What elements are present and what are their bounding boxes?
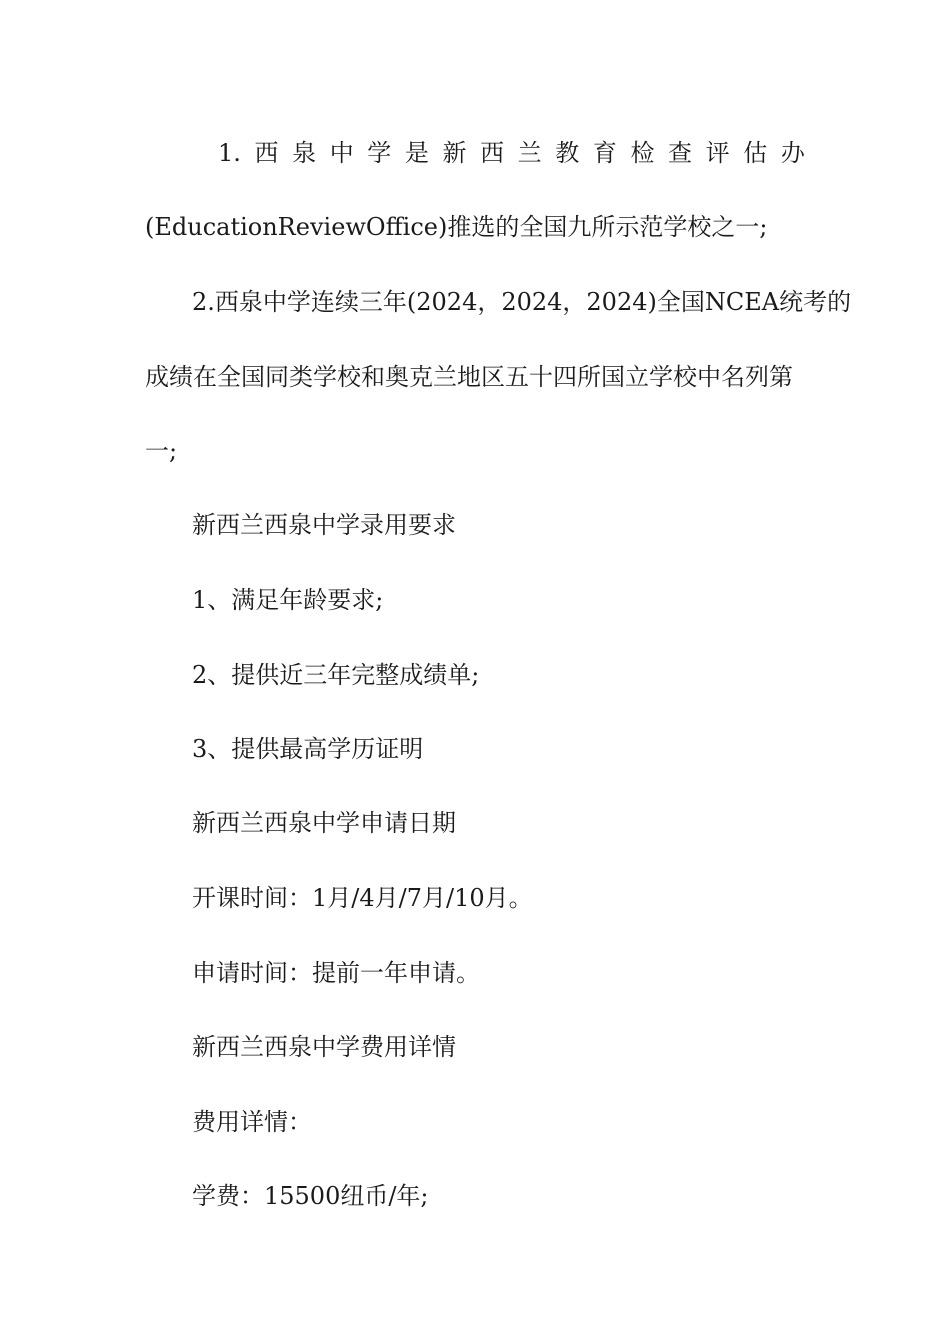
text-char: 检 (630, 139, 655, 167)
paragraph-2-line-1: 2.西泉中学连续三年(2024，2024，2024)全国NCEA统考的 (192, 288, 852, 316)
text-char: 办 (780, 139, 805, 167)
text-char: 评 (705, 139, 730, 167)
text-char: 育 (592, 139, 617, 167)
text-char: 学 (367, 139, 392, 167)
start-time: 开课时间：1月/4月/7月/10月。 (192, 884, 533, 912)
paragraph-2-line-3: 一; (145, 437, 178, 465)
fees-heading: 新西兰西泉中学费用详情 (192, 1033, 456, 1061)
text-char: 西 (480, 139, 505, 167)
text-char: 1. (218, 139, 241, 167)
admission-heading: 新西兰西泉中学录用要求 (192, 511, 456, 539)
text-char: 估 (743, 139, 768, 167)
text-char: 查 (668, 139, 693, 167)
paragraph-1-line-1 (218, 136, 805, 170)
text-char: 西 (254, 139, 279, 167)
text-char: 泉 (292, 139, 317, 167)
text-char: 兰 (517, 139, 542, 167)
text-char: 教 (555, 139, 580, 167)
tuition-fee: 学费：15500纽币/年; (192, 1182, 429, 1210)
requirement-item: 2、提供近三年完整成绩单; (192, 661, 480, 689)
requirement-item: 1、满足年龄要求; (192, 586, 384, 614)
fees-label: 费用详情： (192, 1108, 312, 1136)
dates-heading: 新西兰西泉中学申请日期 (192, 809, 456, 837)
text-char: 中 (329, 139, 354, 167)
requirement-item: 3、提供最高学历证明 (192, 735, 424, 763)
paragraph-2-line-2: 成绩在全国同类学校和奥克兰地区五十四所国立学校中名列第 (145, 363, 793, 391)
apply-time: 申请时间：提前一年申请。 (192, 959, 480, 987)
text-char: 新 (442, 139, 467, 167)
paragraph-1-line-2: (EducationReviewOffice)推选的全国九所示范学校之一; (145, 213, 768, 241)
text-char: 是 (404, 139, 429, 167)
